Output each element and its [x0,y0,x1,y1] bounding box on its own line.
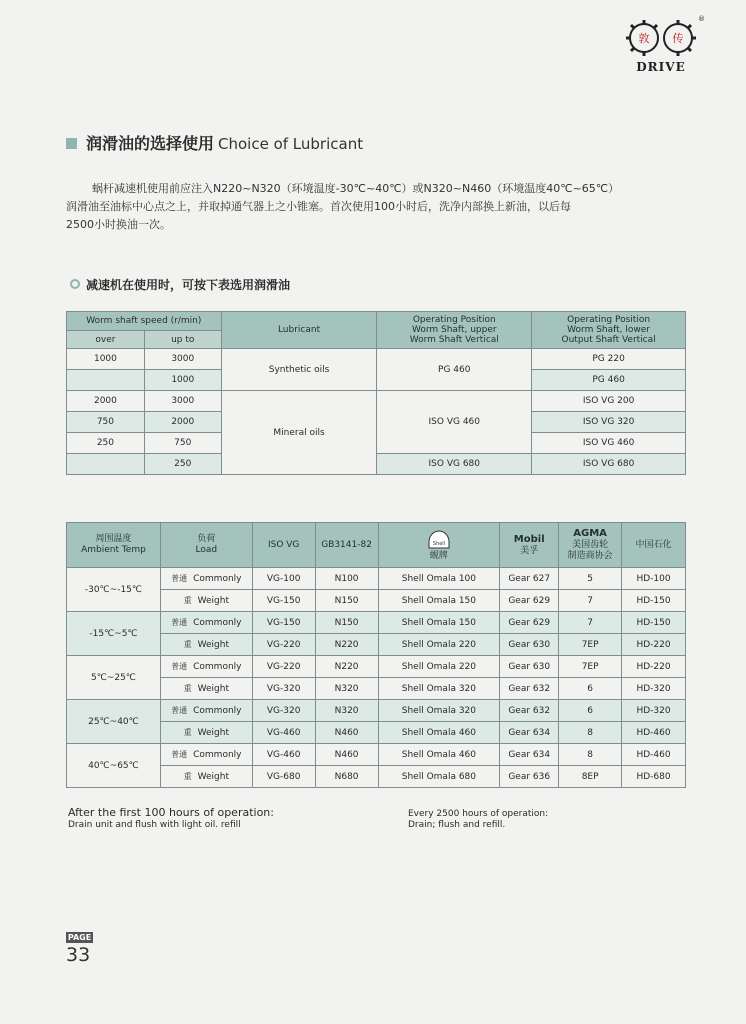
cell-mobil: Gear 630 [500,656,559,678]
cell-up-to: 3000 [144,391,221,412]
gb-header: GB3141-82 [315,523,378,568]
load-en: Weight [197,684,229,694]
cell-iso: VG-460 [252,722,315,744]
cell-sinopec: HD-680 [622,766,686,788]
cell-over: 1000 [67,349,145,370]
cell-lubricant: Synthetic oils [221,349,377,391]
cell-agma: 8 [559,722,622,744]
cell-temp: 25℃~40℃ [67,700,161,744]
load-cn: 普通 [171,750,188,759]
cell-mobil: Gear 634 [500,744,559,766]
cell-load [160,634,252,656]
cell-load [160,612,252,634]
shell-header-cn: 蚬牌 [429,551,448,561]
load-cn: 重 [183,684,192,693]
cell-iso: VG-220 [252,634,315,656]
cell-shell: Shell Omala 460 [378,744,500,766]
cell-load [160,656,252,678]
temp-header-en: Ambient Temp [81,545,146,555]
cell-iso: VG-150 [252,612,315,634]
cell-gb: N220 [315,634,378,656]
cell-load [160,678,252,700]
cell-lubricant: Mineral oils [221,391,377,475]
load-header [160,523,252,568]
cell-up-to: 3000 [144,349,221,370]
load-en: Weight [197,728,229,738]
load-en: Weight [197,640,229,650]
cell-gb: N680 [315,766,378,788]
load-en: Weight [197,596,229,606]
cell-up-to: 750 [144,433,221,454]
cell-iso: VG-100 [252,568,315,590]
cell-mobil: Gear 632 [500,678,559,700]
over-header: over [67,331,145,349]
note-first-100h: After the first 100 hours of operation: [68,806,274,819]
load-en: Commonly [193,706,242,716]
cell-iso: VG-320 [252,700,315,722]
ambient-temp-lubricant-table [66,522,686,788]
table-row [67,612,686,634]
load-en: Commonly [193,750,242,760]
cell-shell: Shell Omala 150 [378,590,500,612]
cell-upper: ISO VG 460 [377,391,532,454]
cell-sinopec: HD-320 [622,700,686,722]
cell-over: 250 [67,433,145,454]
cell-lower: ISO VG 320 [532,412,686,433]
cell-sinopec: HD-220 [622,656,686,678]
cell-mobil: Gear 627 [500,568,559,590]
cell-shell: Shell Omala 150 [378,612,500,634]
section-marker-icon [66,138,77,149]
cell-agma: 7EP [559,656,622,678]
cell-temp: 40℃~65℃ [67,744,161,788]
cell-lower: PG 460 [532,370,686,391]
cell-over: 750 [67,412,145,433]
cell-sinopec: HD-220 [622,634,686,656]
load-cn: 重 [183,596,192,605]
cell-shell: Shell Omala 320 [378,700,500,722]
cell-over: 2000 [67,391,145,412]
cell-agma: 6 [559,678,622,700]
agma-header-cn1: 美国齿轮 [572,540,609,550]
cell-upper: ISO VG 680 [377,454,532,475]
iso-header: ISO VG [252,523,315,568]
cell-gb: N150 [315,590,378,612]
cell-load [160,722,252,744]
load-en: Commonly [193,574,242,584]
mobil-header [500,523,559,568]
cell-up-to: 1000 [144,370,221,391]
cell-sinopec: HD-320 [622,678,686,700]
cell-over [67,454,145,475]
cell-load [160,766,252,788]
logo-char-left: 敦 [638,32,650,45]
note-every-2500h-body: Drain; flush and refill. [408,820,506,830]
load-cn: 重 [183,728,192,737]
title-cn: 润滑油的选择使用 [86,134,215,153]
cell-mobil: Gear 629 [500,590,559,612]
cell-iso: VG-680 [252,766,315,788]
cell-mobil: Gear 632 [500,700,559,722]
cell-mobil: Gear 636 [500,766,559,788]
load-header-en: Load [195,545,218,555]
cell-lower: ISO VG 680 [532,454,686,475]
cell-temp: 5℃~25℃ [67,656,161,700]
load-cn: 普通 [171,618,188,627]
cell-agma: 6 [559,700,622,722]
table-row [67,568,686,590]
cell-agma: 7 [559,612,622,634]
cell-sinopec: HD-460 [622,722,686,744]
cell-lower: ISO VG 460 [532,433,686,454]
table-subheading: 减速机在使用时，可按下表选用润滑油 [86,278,291,292]
cell-sinopec: HD-150 [622,612,686,634]
cell-shell: Shell Omala 460 [378,722,500,744]
table-row [67,700,686,722]
cell-temp: -30℃~-15℃ [67,568,161,612]
mobil-header-en: Mobil [513,533,545,545]
cell-shell: Shell Omala 680 [378,766,500,788]
position-upper-header: Operating Position Worm Shaft, upper Worm Shaft Vertical [377,312,532,349]
shell-header [378,523,500,568]
page-title [86,131,363,154]
cell-load [160,590,252,612]
logo-text: DRIVE [636,60,686,74]
temp-header [67,523,161,568]
note-first-100h-body: Drain unit and flush with light oil. refill [68,820,241,830]
load-en: Commonly [193,662,242,672]
intro-line: 2500小时换油一次。 [66,218,171,231]
cell-gb: N460 [315,744,378,766]
speed-lubricant-table [66,311,686,475]
sinopec-header: 中国石化 [622,523,686,568]
logo-char-right: 传 [672,32,684,45]
cell-sinopec: HD-100 [622,568,686,590]
cell-gb: N320 [315,700,378,722]
intro-line: 蜗杆减速机使用前应注入N220~N320（环境温度-30℃~40℃）或N320~N460（环境温度40℃~65℃） [92,182,620,195]
cell-shell: Shell Omala 220 [378,656,500,678]
agma-header-en: AGMA [573,528,607,539]
cell-iso: VG-460 [252,744,315,766]
cell-gb: N460 [315,722,378,744]
load-cn: 重 [183,640,192,649]
load-cn: 普通 [171,662,188,671]
shell-logo-text: Shell [432,541,445,547]
cell-load [160,568,252,590]
shell-logo-icon [427,528,451,550]
cell-sinopec: HD-150 [622,590,686,612]
cell-shell: Shell Omala 320 [378,678,500,700]
cell-up-to: 250 [144,454,221,475]
table2-body [67,568,686,788]
worm-speed-header: Worm shaft speed (r/min) [67,312,222,331]
agma-header-cn2: 制造商协会 [567,551,613,561]
cell-iso: VG-150 [252,590,315,612]
lubricant-header: Lubricant [221,312,377,349]
load-en: Commonly [193,618,242,628]
cell-gb: N320 [315,678,378,700]
load-cn: 普通 [171,574,188,583]
cell-gb: N220 [315,656,378,678]
cell-agma: 7 [559,590,622,612]
cell-agma: 7EP [559,634,622,656]
load-cn: 普通 [171,706,188,715]
table-row [67,744,686,766]
cell-sinopec: HD-460 [622,744,686,766]
load-cn: 重 [183,772,192,781]
cell-lower: PG 220 [532,349,686,370]
cell-up-to: 2000 [144,412,221,433]
load-header-cn: 负荷 [197,534,216,544]
cell-agma: 8 [559,744,622,766]
cell-agma: 8EP [559,766,622,788]
cell-mobil: Gear 634 [500,722,559,744]
cell-gb: N150 [315,612,378,634]
cell-over [67,370,145,391]
logo-registered: ® [698,15,705,23]
cell-lower: ISO VG 200 [532,391,686,412]
table-row [67,656,686,678]
cell-load [160,700,252,722]
cell-mobil: Gear 629 [500,612,559,634]
load-en: Weight [197,772,229,782]
gear-bullet-icon [70,279,80,289]
note-every-2500h: Every 2500 hours of operation: [408,809,549,819]
intro-paragraph [66,180,686,234]
page-label: PAGE [67,933,92,942]
mobil-header-cn: 美孚 [520,545,539,556]
agma-header [559,523,622,568]
cell-gb: N100 [315,568,378,590]
cell-temp: -15℃~5℃ [67,612,161,656]
cell-iso: VG-320 [252,678,315,700]
page-number: 33 [66,944,91,966]
cell-upper: PG 460 [377,349,532,391]
cell-iso: VG-220 [252,656,315,678]
cell-load [160,744,252,766]
cell-agma: 5 [559,568,622,590]
title-en: Choice of Lubricant [218,135,364,153]
position-lower-header: Operating Position Worm Shaft, lower Output Shaft Vertical [532,312,686,349]
intro-line: 润滑油至油标中心点之上，并取掉通气器上之小锥塞。首次使用100小时后，洗净内部换上新油，以后每 [66,200,571,213]
cell-shell: Shell Omala 220 [378,634,500,656]
temp-header-cn: 周围温度 [95,534,132,544]
cell-mobil: Gear 630 [500,634,559,656]
up-to-header: up to [144,331,221,349]
cell-shell: Shell Omala 100 [378,568,500,590]
